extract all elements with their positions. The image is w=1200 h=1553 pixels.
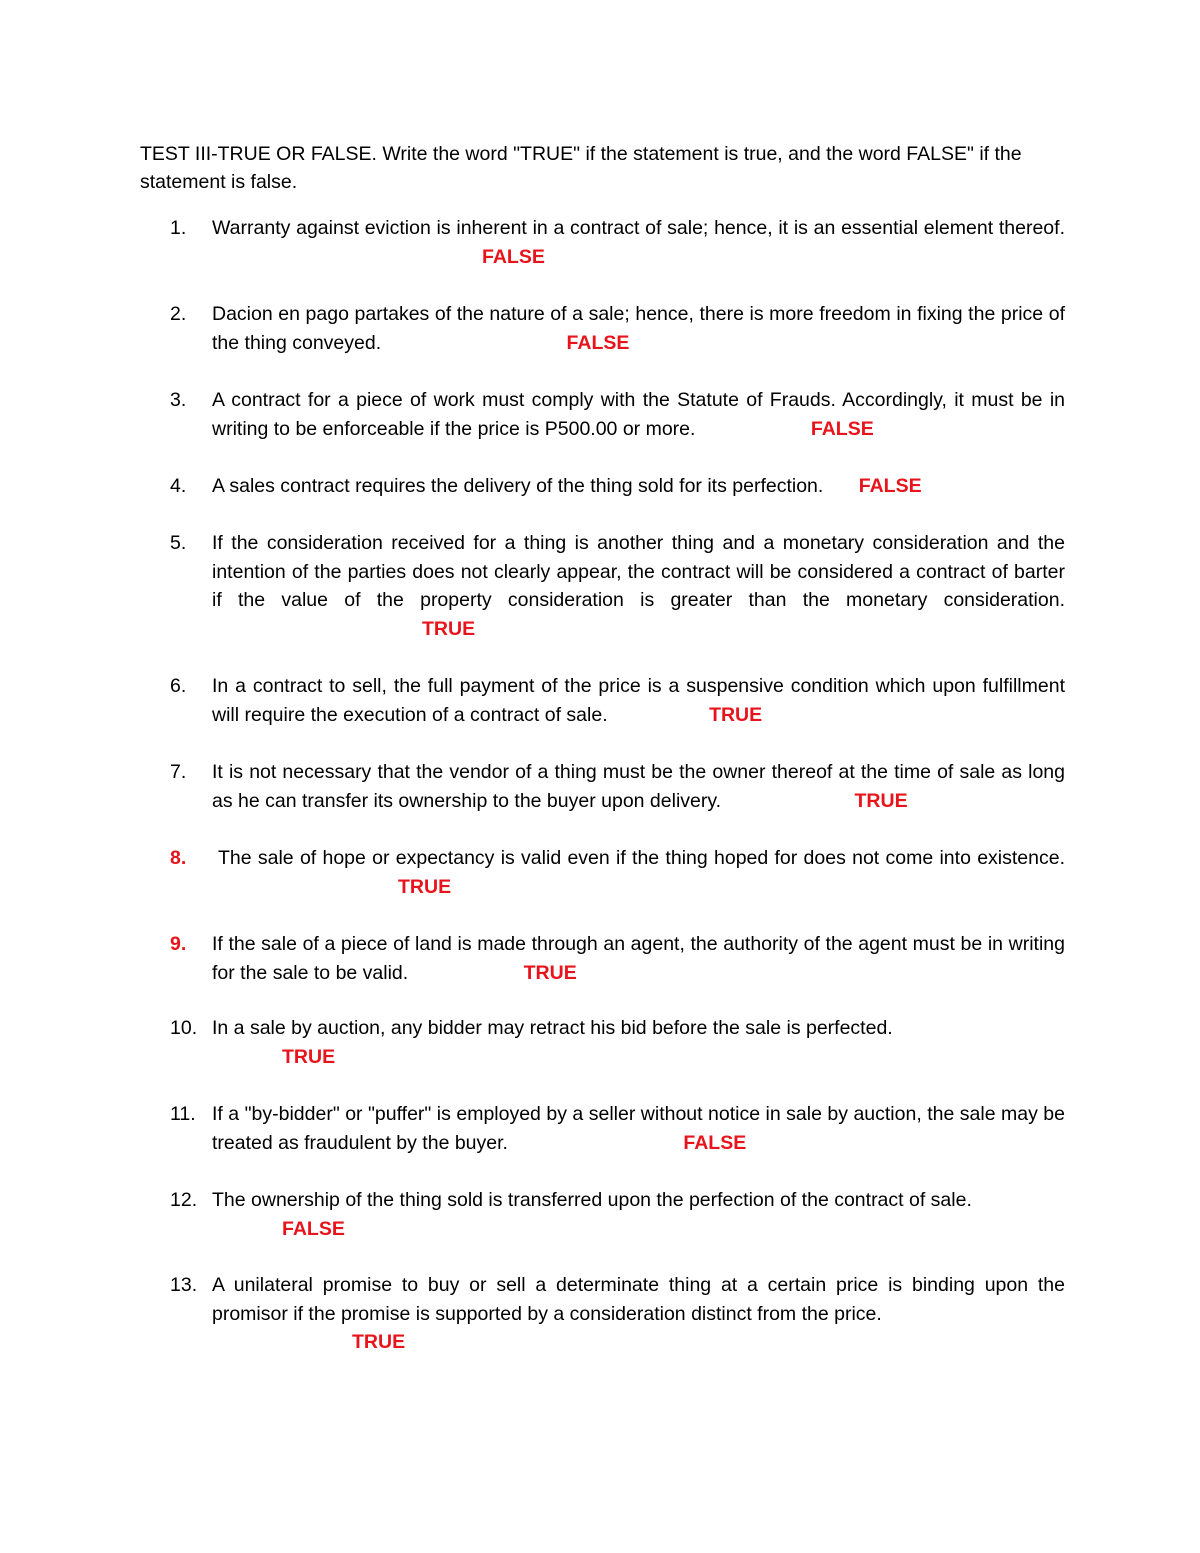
answer-label: TRUE bbox=[523, 961, 577, 984]
question-text: The ownership of the thing sold is transferred upon the perfection of the contract of sale. bbox=[212, 1189, 972, 1211]
question-text: The sale of hope or expectancy is valid even if the thing hoped for does not come into existence. bbox=[218, 847, 1065, 869]
question-text: If a "by-bidder" or "puffer" is employed by a seller without notice in sale by auction, the sale may be treated as fraudulent by the buyer. bbox=[212, 1103, 1065, 1154]
question-number: 7. bbox=[170, 761, 187, 783]
question-text: A sales contract requires the delivery of the thing sold for its perfection. bbox=[212, 475, 824, 497]
question-text: In a sale by auction, any bidder may retract his bid before the sale is perfected. bbox=[212, 1017, 893, 1039]
question-text: If the sale of a piece of land is made through an agent, the authority of the agent must be in writing for the sale to be valid. bbox=[212, 933, 1065, 984]
question-item bbox=[170, 300, 1065, 357]
question-number: 11. bbox=[170, 1103, 196, 1125]
answer-label: FALSE bbox=[482, 245, 545, 268]
answer-label: TRUE bbox=[854, 789, 908, 812]
question-item bbox=[170, 1014, 1065, 1071]
question-number: 9. bbox=[170, 933, 187, 955]
question-number: 2. bbox=[170, 303, 187, 325]
question-text: A contract for a piece of work must comply with the Statute of Frauds. Accordingly, it must be in writing to be enforceable if the price is P500.00 or more. bbox=[212, 389, 1065, 440]
question-item bbox=[170, 758, 1065, 815]
question-item bbox=[170, 214, 1065, 271]
question-text: In a contract to sell, the full payment of the price is a suspensive condition which upon fulfillment will require the execution of a contract of sale. bbox=[212, 675, 1065, 726]
question-number: 12. bbox=[170, 1189, 198, 1211]
answer-label: FALSE bbox=[282, 1217, 345, 1240]
test-instructions: TEST III-TRUE OR FALSE. Write the word "TRUE" if the statement is true, and the word FALSE" if the statement is false. bbox=[140, 143, 1022, 193]
question-number: 6. bbox=[170, 675, 187, 697]
question-item bbox=[170, 844, 1065, 901]
question-number: 1. bbox=[170, 217, 187, 239]
question-item bbox=[170, 386, 1065, 443]
answer-label: FALSE bbox=[683, 1131, 747, 1154]
question-item bbox=[170, 1100, 1065, 1157]
question-text: Dacion en pago partakes of the nature of a sale; hence, there is more freedom in fixing the price of the thing conveyed. bbox=[212, 303, 1065, 354]
question-item bbox=[170, 1271, 1065, 1357]
answer-label: FALSE bbox=[810, 417, 874, 440]
question-item bbox=[170, 529, 1065, 643]
question-number: 5. bbox=[170, 532, 187, 554]
question-text: If the consideration received for a thing is another thing and a monetary consideration and the intention of the parties does not clearly appear, the contract will be considered a contract of barter if the value of the property consideration is greater than the monetary consideration. bbox=[212, 532, 1065, 611]
answer-label: TRUE bbox=[352, 1331, 406, 1353]
question-text: Warranty against eviction is inherent in a contract of sale; hence, it is an essential element thereof. bbox=[212, 217, 1065, 239]
answer-label: TRUE bbox=[709, 703, 763, 726]
question-item bbox=[170, 1186, 1065, 1243]
question-item bbox=[170, 930, 1065, 987]
question-item bbox=[170, 672, 1065, 729]
question-number: 3. bbox=[170, 389, 187, 411]
answer-label: TRUE bbox=[282, 1045, 336, 1068]
question-text: It is not necessary that the vendor of a thing must be the owner thereof at the time of sale as long as he can transfer its ownership to the buyer upon delivery. bbox=[212, 761, 1065, 812]
question-item bbox=[170, 472, 1065, 501]
answer-label: TRUE bbox=[422, 617, 476, 640]
answer-label: FALSE bbox=[858, 475, 922, 497]
question-number: 10. bbox=[170, 1017, 198, 1039]
question-number: 4. bbox=[170, 475, 187, 497]
answer-label: TRUE bbox=[398, 875, 452, 898]
question-number: 13. bbox=[170, 1274, 198, 1296]
answer-label: FALSE bbox=[566, 331, 630, 354]
question-text: A unilateral promise to buy or sell a determinate thing at a certain price is binding upon the promisor if the promise is supported by a consideration distinct from the price. bbox=[212, 1274, 1065, 1325]
question-number: 8. bbox=[170, 847, 187, 869]
